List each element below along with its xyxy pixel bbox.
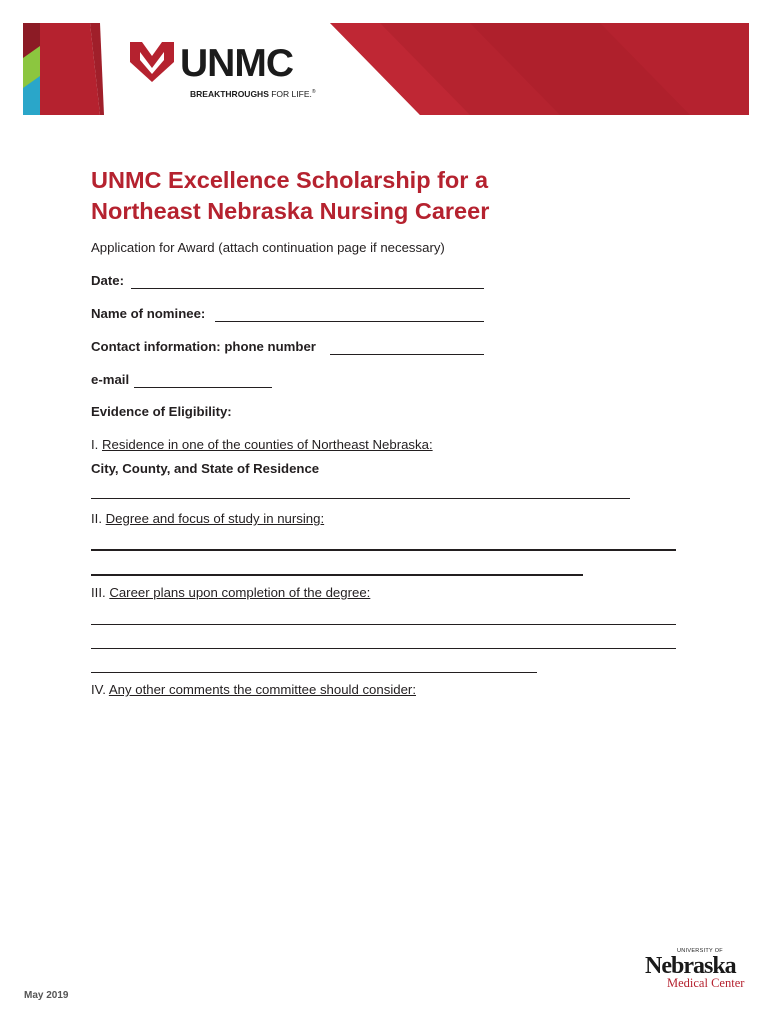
section-1-heading: I. Residence in one of the counties of Northeast Nebraska: bbox=[91, 437, 433, 452]
unmc-logo bbox=[128, 40, 318, 102]
title-line-1: UNMC Excellence Scholarship for a bbox=[91, 167, 489, 193]
email-label: e-mail bbox=[91, 372, 130, 387]
eligibility-heading: Evidence of Eligibility: bbox=[91, 404, 232, 419]
degree-field-line-2[interactable] bbox=[91, 561, 583, 576]
section-4-heading: IV. Any other comments the committee should consider: bbox=[91, 682, 416, 697]
nebraska-medical-center-logo bbox=[643, 948, 745, 992]
unmc-n-mark-icon bbox=[128, 40, 176, 84]
subtitle: Application for Award (attach continuation page if necessary) bbox=[91, 240, 445, 255]
date-field[interactable] bbox=[131, 273, 484, 289]
degree-field-line-1[interactable] bbox=[91, 536, 676, 551]
contact-label: Contact information: phone number bbox=[91, 339, 316, 354]
career-field-line-2[interactable] bbox=[91, 634, 676, 649]
section-3-heading: III. Career plans upon completion of the degree: bbox=[91, 585, 371, 600]
email-field[interactable] bbox=[134, 372, 272, 388]
nmc-wordmark: Nebraska bbox=[645, 953, 736, 979]
footer-date: May 2019 bbox=[24, 990, 69, 1001]
phone-field[interactable] bbox=[330, 339, 484, 355]
nmc-subtitle: Medical Center bbox=[667, 976, 745, 990]
nominee-label: Name of nominee: bbox=[91, 306, 206, 321]
page-title bbox=[91, 165, 611, 227]
career-field-line-1[interactable] bbox=[91, 610, 676, 625]
nominee-field[interactable] bbox=[215, 306, 484, 322]
logo-tagline: BREAKTHROUGHS FOR LIFE.® bbox=[190, 89, 316, 99]
nmc-university-text: UNIVERSITY OF bbox=[677, 948, 723, 954]
date-label: Date: bbox=[91, 273, 124, 288]
career-field-line-3[interactable] bbox=[91, 658, 537, 673]
section-2-heading: II. Degree and focus of study in nursing: bbox=[91, 511, 325, 526]
section-1-subheading: City, County, and State of Residence bbox=[91, 461, 320, 476]
title-line-2: Northeast Nebraska Nursing Career bbox=[91, 198, 490, 224]
header-banner bbox=[0, 0, 770, 130]
logo-wordmark: UNMC bbox=[180, 42, 293, 85]
residence-field[interactable] bbox=[91, 484, 630, 499]
header-graphic bbox=[0, 0, 770, 130]
